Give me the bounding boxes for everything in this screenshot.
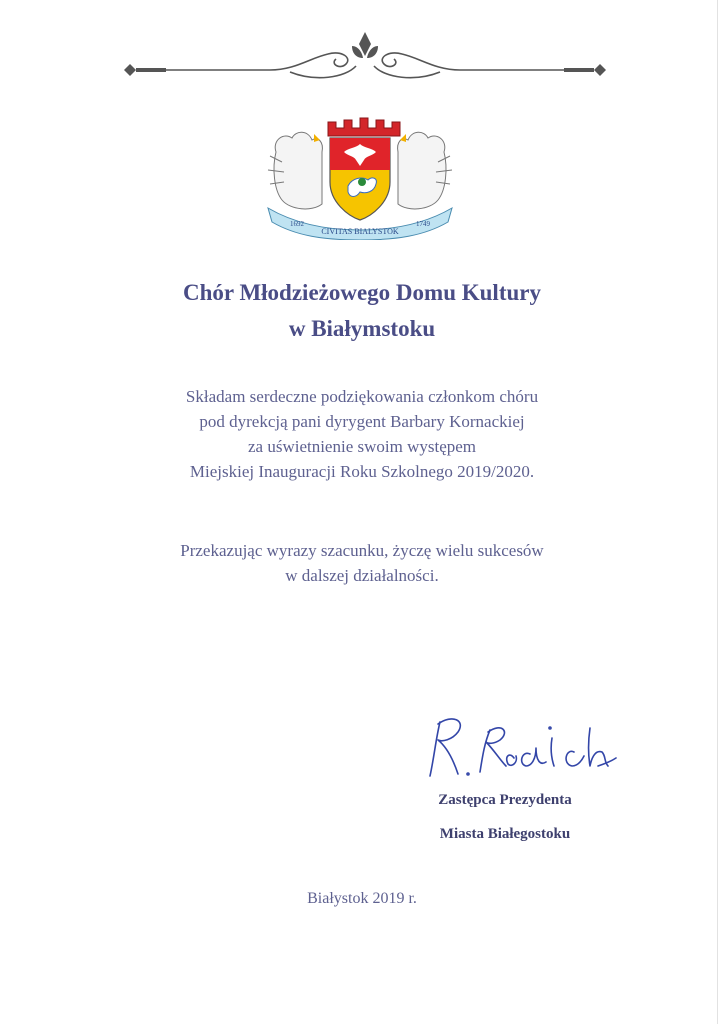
handwritten-signature xyxy=(418,708,618,788)
crest-year-left: 1692 xyxy=(290,220,304,228)
crest-ribbon-text: CIVITAS BIALYSTOK xyxy=(321,227,399,236)
city-coat-of-arms xyxy=(262,112,458,240)
thanks-paragraph xyxy=(0,384,724,484)
paragraph-line: za uświetnienie swoim występem xyxy=(247,437,477,456)
paragraph-line: Miejskiej Inauguracji Roku Szkolnego 2019/2020. xyxy=(189,462,535,481)
paragraph-line: Składam serdeczne podziękowania członkom chóru xyxy=(185,387,539,406)
paragraph-line: w dalszej działalności. xyxy=(285,566,439,585)
letter-title-line2: w Białymstoku xyxy=(288,316,436,341)
crest-year-right: 1749 xyxy=(416,220,430,228)
place-and-date: Białystok 2019 r. xyxy=(307,890,417,907)
paragraph-line: Przekazując wyrazy szacunku, życzę wielu sukcesów xyxy=(180,541,544,560)
decorative-ornament xyxy=(110,28,620,88)
signatory-title-line1: Zastępca Prezydenta xyxy=(438,792,572,808)
signatory-title-line2: Miasta Białegostoku xyxy=(439,826,571,842)
letter-title-line1: Chór Młodzieżowego Domu Kultury xyxy=(183,280,541,305)
wishes-paragraph xyxy=(0,538,724,588)
paragraph-line: pod dyrekcją pani dyrygent Barbary Kornackiej xyxy=(199,412,525,431)
scan-edge xyxy=(717,0,718,1024)
